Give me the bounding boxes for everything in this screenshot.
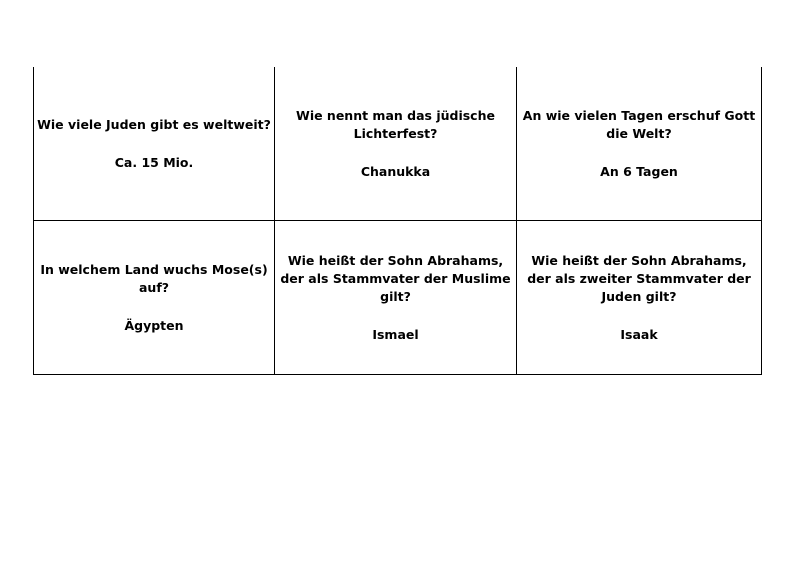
card-answer: An 6 Tagen bbox=[600, 163, 678, 179]
quiz-card bbox=[517, 221, 762, 375]
card-question: Wie nennt man das jüdische Lichterfest? bbox=[296, 107, 495, 141]
card-question: In welchem Land wuchs Mose(s) auf? bbox=[40, 261, 268, 295]
card-answer: Isaak bbox=[620, 326, 658, 342]
quiz-card-grid bbox=[33, 67, 762, 375]
card-question: Wie viele Juden gibt es weltweit? bbox=[37, 116, 271, 132]
card-answer: Ca. 15 Mio. bbox=[114, 154, 194, 170]
quiz-card bbox=[275, 221, 517, 375]
card-question: An wie vielen Tagen erschuf Gott die Welt? bbox=[522, 107, 756, 141]
card-question: Wie heißt der Sohn Abrahams, der als Stammvater der Muslime gilt? bbox=[280, 252, 511, 304]
card-question: Wie heißt der Sohn Abrahams, der als zweiter Stammvater der Juden gilt? bbox=[527, 252, 751, 304]
card-answer: Ismael bbox=[372, 326, 419, 342]
quiz-card bbox=[33, 221, 275, 375]
card-answer: Chanukka bbox=[360, 163, 431, 179]
quiz-card bbox=[517, 67, 762, 221]
card-answer: Ägypten bbox=[124, 317, 184, 333]
quiz-card bbox=[33, 67, 275, 221]
quiz-card bbox=[275, 67, 517, 221]
